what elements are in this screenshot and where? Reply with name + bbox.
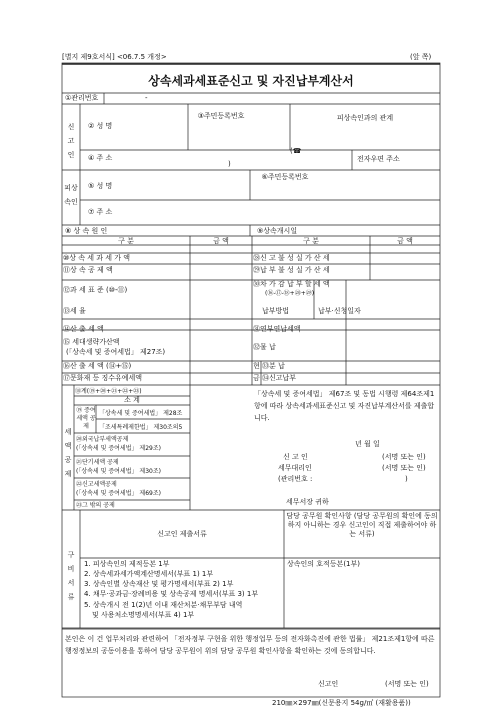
installment-pay-label: ㉝분 납 — [262, 362, 285, 370]
short-label: ㉑단기세액 공제 — [76, 459, 119, 466]
report-law: (「상속세 및 증여세법」 제69조) — [76, 490, 161, 497]
decedent-group-label: 피상 속인 — [64, 184, 78, 206]
row-13-label: ⑬세 율 — [63, 307, 86, 315]
deduction-total: ⑱계(⑲+⑳+㉑+㉒+㉓) — [75, 388, 142, 395]
row-29-label: ㉙납 부 불 성 실 가 산 세 — [253, 266, 330, 274]
consent-text: 본인은 이 건 업무처리와 관련하여 「전자정부 구현을 위한 행정업무 등의 전자화촉진에 관한 법률」 제21조제1항에 따른 행정정보의 공동이용을 통하여 담당 공무원이 위의 담당 공무원 확인사항을 확인하는 것에 동의합니다. — [65, 635, 435, 655]
agent-label: 세무대리인 — [278, 464, 312, 472]
self-pay-label: ㉞신고납부 — [262, 374, 297, 382]
applicant-phone-close: ) — [228, 160, 231, 168]
recipient: 세무서장 귀하 — [286, 498, 329, 506]
cash-label-1: 현 — [253, 362, 260, 370]
applicant-name-field[interactable] — [125, 115, 185, 129]
email-label: 전자우편 주소 — [357, 155, 400, 163]
deduction-group-label: 세 액 공 제 — [64, 428, 72, 478]
filer-sign[interactable]: (서명 또는 인) — [382, 453, 426, 461]
pay-method-label: 납부방법 — [262, 307, 290, 315]
declaration-date: 년 월 일 — [355, 440, 380, 448]
submit-header: 신고인 제출서류 — [157, 530, 207, 538]
decedent-address-label: ⑦ 주 소 — [88, 208, 113, 216]
in-kind-label: ㉜물 납 — [253, 343, 276, 351]
foreign-law: (「상속세 및 증여세법」 제29조) — [76, 445, 161, 452]
header-left-item: 구 분 — [118, 237, 134, 245]
row-11-label: ⑪상 속 공 제 액 — [63, 266, 113, 274]
decedent-rrn-label: ⑥주민등록번호 — [261, 173, 309, 181]
doc-item: 3. 상속인별 상속재산 및 평가명세서(부표 2) 1부 — [84, 580, 234, 588]
declaration-text: 「상속세 및 증여세법」 제67조 및 동법 시행령 제64조제1항에 따라 상속세과세표준신고 및 자진납부계산서를 제출합니다. — [254, 390, 435, 422]
header-left-amount: 금 액 — [213, 237, 229, 245]
start-date-label: ⑨상속개시일 — [257, 227, 298, 235]
applicant-address-label: ④ 주 소 — [88, 154, 113, 162]
doc-item: 4. 채무·공과금·장례비용 및 상속공제 명세서(부표 3) 1부 — [84, 590, 259, 598]
row-12-label: ⑫과 세 표 준 (⑩-⑪) — [63, 286, 128, 294]
gift-law-b: 「조세특례제한법」 제30조의5 — [99, 424, 183, 431]
gift-tax-label: ⑲ 증여 세액 공제 — [76, 407, 96, 430]
relation-label: 피상속인과의 관계 — [336, 114, 394, 122]
other-deduction: ㉓그 밖의 공제 — [76, 502, 115, 509]
consent-sign[interactable]: (서명 또는 인) — [385, 680, 429, 688]
agent-no-label: (관리번호 : — [278, 475, 313, 483]
applicant-rrn-field[interactable] — [255, 112, 287, 126]
row-30-label: ㉚차 가 감 납 부 할 세 액 — [253, 280, 330, 288]
installment-label: ㉛연부연납세액 — [253, 325, 301, 333]
mgmt-no-label: ①관리번호 — [65, 94, 99, 102]
paper-spec: 210㎜×297㎜(신문용지 54g/㎡ (재활용품)) — [272, 699, 411, 707]
header-right-item: 구 분 — [303, 237, 319, 245]
doc-item: 1. 피상속인의 제적등본 1부 — [84, 560, 170, 568]
pay-date-label: 납부·신청일자 — [318, 307, 361, 315]
row-17-label: ⑰문화재 등 징수유예세액 — [63, 374, 143, 382]
applicant-rrn-label: ③주민등록번호 — [197, 112, 245, 120]
foreign-label: ⑳외국납부세액공제 — [76, 436, 129, 443]
official-item: 상속인의 호적등본(1부) — [287, 560, 360, 568]
mgmt-no-field[interactable] — [180, 94, 220, 104]
applicant-group-label: 신 고 인 — [67, 123, 75, 159]
official-header: 담당 공무원 확인사항 (담당 공무원의 확인에 동의하지 아니하는 경우 신고인이 직접 제출하여야 하는 서류) — [286, 512, 438, 538]
applicant-address-field[interactable] — [125, 151, 285, 165]
cash-label-2: 금 — [253, 374, 260, 382]
row-28-label: ㉘신 고 불 성 실 가 산 세 — [253, 254, 330, 262]
short-law: (「상속세 및 증여세법」 제30조) — [76, 468, 161, 475]
cause-label: ⑧ 상 속 원 인 — [65, 227, 108, 235]
row-14-label: ⑭산 출 세 액 — [63, 325, 104, 333]
doc-item: 2. 상속세과세가액계산명세서(부표 1) 1부 — [84, 570, 214, 578]
gift-law-a: 「상속세 및 증여세법」 제28조 — [99, 410, 183, 417]
filer-label: 신 고 인 — [283, 453, 308, 461]
decedent-name-field[interactable] — [125, 175, 245, 193]
doc-item: 및 사용처소명명세서(부표 4) 1부 — [92, 611, 195, 619]
applicant-name-label: ② 성 명 — [88, 122, 113, 130]
row-15-label: ⑮ 세대생략가산액 — [63, 338, 120, 346]
row-15-law: (「상속세 및 증여세법」 제27조) — [66, 348, 166, 356]
mgmt-no-dash: - — [145, 94, 148, 102]
header-right-amount: 금 액 — [397, 237, 413, 245]
form-title: 상속세과세표준신고 및 자진납부계산서 — [148, 74, 354, 88]
consent-signer: 신고인 — [318, 680, 339, 688]
row-10-label: ⑩상 속 세 과 세 가 액 — [63, 254, 130, 262]
report-label: ㉒신고세액공제 — [76, 481, 117, 488]
applicant-phone-label: (☎ — [290, 147, 302, 155]
doc-item: 5. 상속개시 전 1(2)년 이내 재산처분·채무부담 내역 — [84, 601, 243, 609]
page-side: (앞 쪽) — [410, 53, 432, 61]
agent-no-close: ) — [405, 475, 408, 483]
decedent-name-label: ⑤ 성 명 — [88, 182, 113, 190]
row-16-label: ⑯산 출 세 액 (⑭+⑮) — [63, 362, 132, 370]
docs-group-label: 구 비 서 류 — [67, 551, 75, 601]
form-number: [별지 제9호서식] <06.7.5 개정> — [62, 53, 167, 61]
agent-sign[interactable]: (서명 또는 인) — [382, 464, 426, 472]
deduction-subtotal: 소 계 — [124, 396, 140, 404]
row-30-formula: (⑯-⑰-⑱+㉘+㉙) — [265, 290, 315, 297]
